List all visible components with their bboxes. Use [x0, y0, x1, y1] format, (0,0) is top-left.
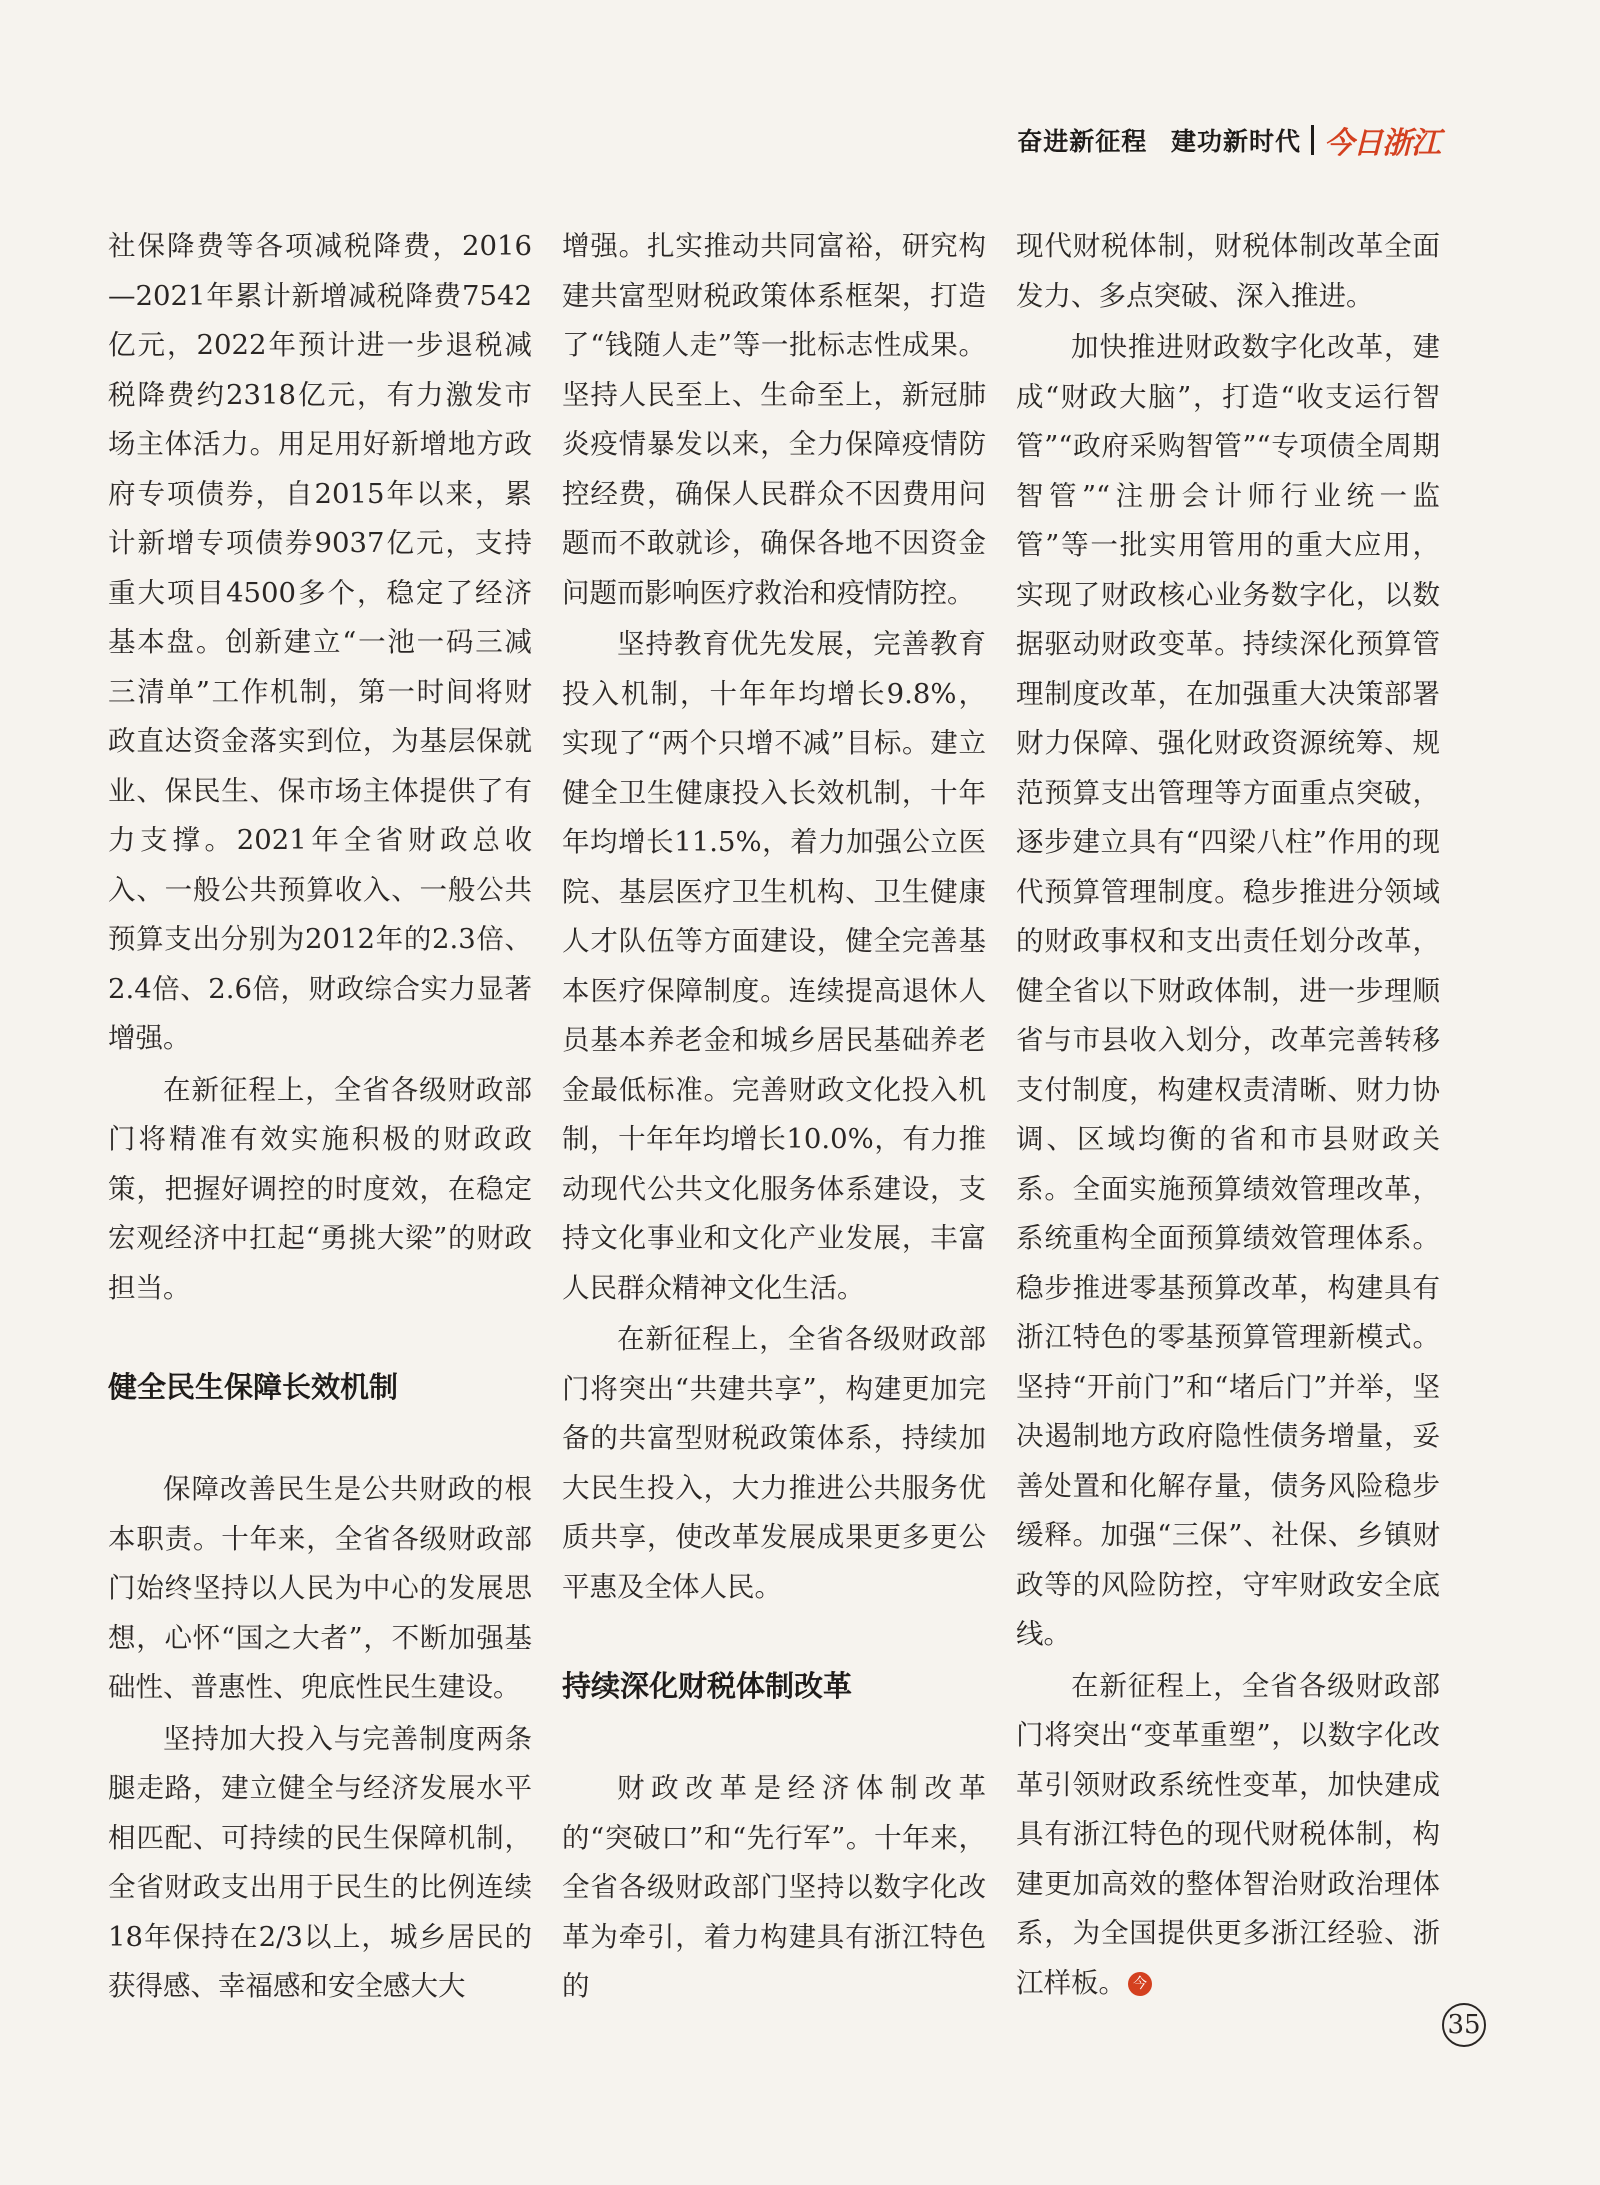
- magazine-logo: 今日浙江: [1324, 126, 1440, 161]
- body-paragraph: [108, 222, 532, 1064]
- paragraph-text: 在新征程上，全省各级财政部门将突出“变革重塑”，以数字化改革引领财政系统性变革，加快建成具有浙江特色的现代财税体制，构建更加高效的整体智治财政治理体系，为全国提供更多浙江经验、浙江样板。: [1016, 1669, 1440, 1999]
- page-number: 35: [1442, 2003, 1486, 2047]
- paragraph-text: 加快推进财政数字化改革，建成“财政大脑”，打造“收支运行智管”“政府采购智管”“专项债全周期智管”“注册会计师行业统一监管”等一批实用管用的重大应用，实现了财政核心业务数字化，以数据驱动财政变革。持续深化预算管理制度改革，在加强重大决策部署财力保障、强化财政资源统筹、规范预算支出管理等方面重点突破，逐步建立具有“四梁八柱”作用的现代预算管理制度。稳步推进分领域的财政事权和支出责任划分改革，健全省以下财政体制，进一步理顺省与市县收入划分，改革完善转移支付制度，构建权责清晰、财力协调、区域均衡的省和市县财政关系。全面实施预算绩效管理改革，系统重构全面预算绩效管理体系。稳步推进零基预算改革，构建具有浙江特色的零基预算管理新模式。坚持“开前门”和“堵后门”并举，坚决遏制地方政府隐性债务增量，妥善处置和化解存量，债务风险稳步缓释。加强“三保”、社保、乡镇财政等的风险防控，守牢财政安全底线。: [1016, 331, 1440, 1650]
- body-paragraph: [1016, 1662, 1440, 2009]
- paragraph-text: 坚持加大投入与完善制度两条腿走路，建立健全与经济发展水平相匹配、可持续的民生保障机制，全省财政支出用于民生的比例连续18年保持在2/3以上，城乡居民的获得感、幸福感和安全感大大: [108, 1722, 532, 2002]
- paragraph-text: 保障改善民生是公共财政的根本职责。十年来，全省各级财政部门始终坚持以人民为中心的发展思想，心怀“国之大者”，不断加强基础性、普惠性、兜底性民生建设。: [108, 1473, 532, 1703]
- body-paragraph: [108, 1066, 532, 1314]
- header-divider: [1311, 125, 1314, 155]
- section-heading: [562, 1666, 986, 1706]
- paragraph-text: 增强。扎实推动共同富裕，研究构建共富型财税政策体系框架，打造了“钱随人走”等一批标志性成果。坚持人民至上、生命至上，新冠肺炎疫情暴发以来，全力保障疫情防控经费，确保人民群众不因费用问题而不敢就诊，确保各地不因资金问题而影响医疗救治和疫情防控。: [562, 230, 986, 609]
- body-paragraph: [108, 1715, 532, 2012]
- body-paragraph: [562, 222, 986, 618]
- paragraph-text: 在新征程上，全省各级财政部门将突出“共建共享”，构建更加完备的共富型财税政策体系，持续加大民生投入，大力推进公共服务优质共享，使改革发展成果更多更公平惠及全体人民。: [562, 1323, 986, 1603]
- body-paragraph: [562, 620, 986, 1313]
- text-column-3: [1016, 222, 1440, 2010]
- section-heading-text: 健全民生保障长效机制: [108, 1370, 399, 1404]
- end-mark-icon: 今: [1128, 1972, 1152, 1996]
- text-column-1: [108, 222, 532, 2014]
- paragraph-text: 社保降费等各项减税降费，2016—2021年累计新增减税降费7542亿元，2022年预计进一步退税减税降费约2318亿元，有力激发市场主体活力。用足用好新增地方政府专项债券，自2015年以来，累计新增专项债券9037亿元，支持重大项目4500多个，稳定了经济基本盘。创新建立“一池一码三减三清单”工作机制，第一时间将财政直达资金落实到位，为基层保就业、保民生、保市场主体提供了有力支撑。2021年全省财政总收入、一般公共预算收入、一般公共预算支出分别为2012年的2.3倍、2.4倍、2.6倍，财政综合实力显著增强。: [108, 230, 532, 1054]
- body-paragraph: [108, 1465, 532, 1713]
- section-heading-text: 持续深化财税体制改革: [562, 1669, 853, 1703]
- text-column-2: [562, 222, 986, 2014]
- paragraph-text: 现代财税体制，财税体制改革全面发力、多点突破、深入推进。: [1016, 230, 1440, 312]
- paragraph-text: 在新征程上，全省各级财政部门将精准有效实施积极的财政政策，把握好调控的时度效，在稳定宏观经济中扛起“勇挑大梁”的财政担当。: [108, 1073, 532, 1304]
- page-header: [1017, 120, 1440, 160]
- section-heading: [108, 1367, 532, 1407]
- body-paragraph: [1016, 222, 1440, 321]
- body-paragraph: [562, 1315, 986, 1612]
- body-paragraph: [1016, 323, 1440, 1660]
- body-paragraph: [562, 1764, 986, 2012]
- header-slogan: 奋进新征程 建功新时代: [1017, 127, 1301, 156]
- paragraph-text: 坚持教育优先发展，完善教育投入机制，十年年均增长9.8%，实现了“两个只增不减”目标。建立健全卫生健康投入长效机制，十年年均增长11.5%，着力加强公立医院、基层医疗卫生机构、卫生健康人才队伍等方面建设，健全完善基本医疗保障制度。连续提高退休人员基本养老金和城乡居民基础养老金最低标准。完善财政文化投入机制，十年年均增长10.0%，有力推动现代公共文化服务体系建设，支持文化事业和文化产业发展，丰富人民群众精神文化生活。: [562, 628, 986, 1304]
- paragraph-text: 财政改革是经济体制改革的“突破口”和“先行军”。十年来，全省各级财政部门坚持以数字化改革为牵引，着力构建具有浙江特色的: [562, 1772, 986, 2002]
